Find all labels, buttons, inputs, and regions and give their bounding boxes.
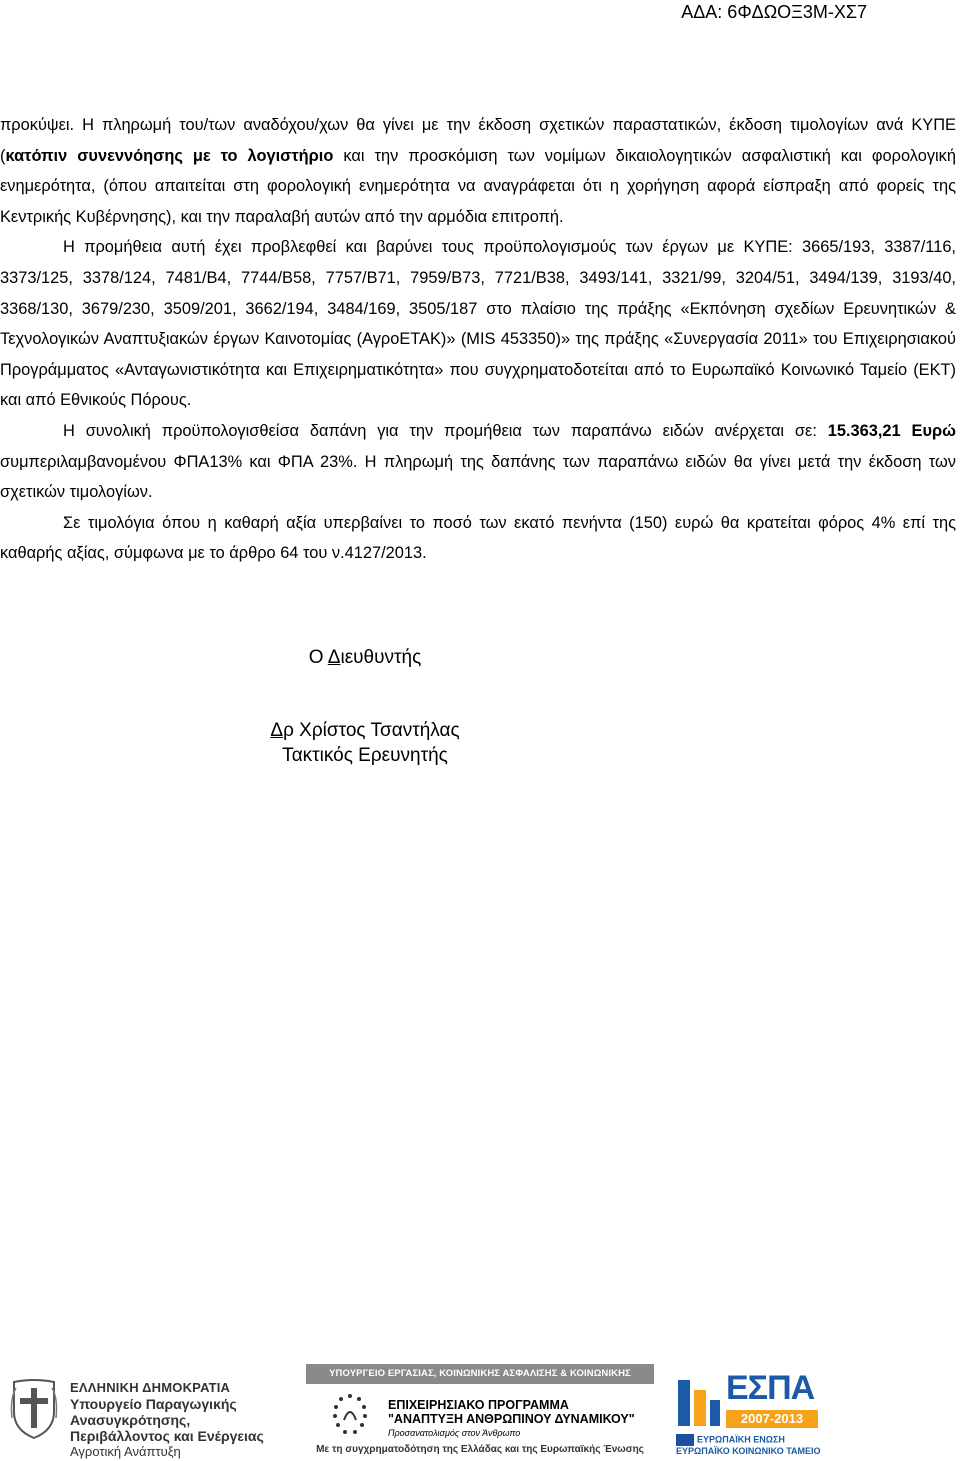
eu-line-2: ΕΥΡΩΠΑΪΚΟ ΚΟΙΝΩΝΙΚΟ ΤΑΜΕΙΟ xyxy=(676,1446,821,1456)
program-line-2: "ΑΝΑΠΤΥΞΗ ΑΝΘΡΩΠΙΝΟΥ ΔΥΝΑΜΙΚΟΥ" xyxy=(388,1412,635,1426)
ada-code: ΑΔΑ: 6ΦΔΩΟΞ3Μ-ΧΣ7 xyxy=(681,2,867,22)
espa-mark-icon xyxy=(676,1376,722,1430)
signature-role-prefix: Ο xyxy=(308,647,328,668)
signature-role xyxy=(240,646,490,670)
ministry-line-2: Περιβάλλοντος και Ενέργειας xyxy=(70,1428,264,1444)
greek-ministry-logo xyxy=(10,1370,300,1459)
labour-ministry-band: ΥΠΟΥΡΓΕΙΟ ΕΡΓΑΣΙΑΣ, ΚΟΙΝΩΝΙΚΗΣ ΑΣΦΑΛΙΣΗΣ & ΚΟΙΝΩΝΙΚΗΣ ΑΛΛΗΛΕΓΓΥΗΣ xyxy=(306,1364,654,1384)
funding-footer xyxy=(0,1358,960,1461)
espa-logo xyxy=(676,1364,821,1456)
signature-name-rest: ρ Χρίστος Τσαντήλας xyxy=(283,720,460,741)
greek-republic-label: ΕΛΛΗΝΙΚΗ ΔΗΜΟΚΡΑΤΙΑ xyxy=(70,1380,231,1395)
signature-name-initial: Δ xyxy=(270,720,284,741)
program-line-3: Προσανατολισμός στον Άνθρωπο xyxy=(388,1428,521,1438)
signature-role-initial: Δ xyxy=(327,647,341,668)
paragraph-tax: Σε τιμολόγια όπου η καθαρή αξία υπερβαίνει το ποσό των εκατό πενήντα (150) ευρώ θα κρατείται φόρος 4% επί της καθαρής αξίας, σύμφωνα με το άρθρο 64 του ν.4127/2013. xyxy=(0,513,956,563)
signature-title: Τακτικός Ερευνητής xyxy=(282,745,448,766)
ministry-text xyxy=(70,1380,305,1460)
paragraph-budget: Η προμήθεια αυτή έχει προβλεφθεί και βαρύνει τους προϋπολογισμούς των έργων με ΚΥΠΕ: 3665/193, 3387/116, 3373/125, 3378/124, 7481/Β4, 7744/Β58, 7757/Β71, 7959/Β73, 7721/Β38, 3493/141, 3321/99, 3204/51, 3494/139, 3193/40, 3368/130, 3679/230, 3509/201, 3662/194, 3484/169, 3505/187 στο πλαίσιο της πράξης «Εκπόνηση σχεδίων Ερευνητικών & Τεχνολογικών Αναπτυξιακών έργων Καινοτομίας (ΑγροΕΤΑΚ)» (MIS 453350)» της πράξης «Συνεργασία 2011» του Επιχειρησιακού Προγράμματος «Ανταγωνιστικότητα και Επιχειρηματικότητα» που συγχρηματοδοτείται από το Ευρωπαϊκό Κοινωνικό Ταμείο (ΕΚΤ) και από Εθνικούς Πόρους. xyxy=(0,238,956,410)
espa-years: 2007-2013 xyxy=(726,1410,818,1428)
eu-small-flag-icon xyxy=(676,1434,694,1446)
paragraph-total-text-2: συμπεριλαμβανομένου ΦΠΑ13% και ΦΠΑ 23%. Η πληρωμή της δαπάνης των παραπάνω ειδών θα γίνει μετά την έκδοση των σχετικών τιμολογίων. xyxy=(0,452,956,502)
paragraph-payment-bold: κατόπιν συνεννόησης με το λογιστήριο xyxy=(5,146,334,165)
eu-flag-icon xyxy=(330,1390,370,1440)
signature-name xyxy=(240,719,490,743)
paragraph-total-text-1: Η συνολική προϋπολογισθείσα δαπάνη για την προμήθεια των παραπάνω ειδών ανέρχεται σε: xyxy=(63,421,828,440)
total-amount: 15.363,21 Ευρώ xyxy=(827,421,956,440)
co-financing-note: Με τη συγχρηματοδότηση της Ελλάδας και της Ευρωπαϊκής Ένωσης xyxy=(316,1444,644,1455)
program-line-1: ΕΠΙΧΕΙΡΗΣΙΑΚΟ ΠΡΟΓΡΑΜΜΑ xyxy=(388,1398,569,1412)
eu-fund-label xyxy=(676,1434,821,1457)
ministry-line-3: Αγροτική Ανάπτυξη xyxy=(70,1444,181,1459)
paragraph-payment xyxy=(0,110,956,232)
ministry-line-1: Υπουργείο Παραγωγικής Ανασυγκρότησης, xyxy=(70,1396,237,1428)
greek-emblem-icon xyxy=(10,1378,58,1440)
paragraph-payment-text-2: και την προσκόμιση των νομίμων δικαιολογητικών ασφαλιστική και φορολογική ενημερότητα, (όπου απαιτείται στη φορολογική ενημερότητα να αναγράφεται ότι η χορήγηση αφορά είσπραξη από φορείς της Κεντρικής Κυβέρνησης), και την παραλαβή αυτών από την αρμόδια επιτροπή. xyxy=(0,146,956,226)
espa-word: ΕΣΠΑ xyxy=(726,1369,815,1407)
paragraph-payment-text-1: προκύψει. Η πληρωμή του/των αναδόχου/χων θα γίνει με την έκδοση σχετικών παραστατικών, έκδοση τιμολογίων ανά ΚΥΠΕ ( xyxy=(0,116,956,165)
paragraph-total-cost xyxy=(0,416,956,508)
document-body xyxy=(0,110,956,569)
signature-role-rest: ιευθυντής xyxy=(340,647,422,668)
eu-line-1: ΕΥΡΩΠΑΪΚΗ ΕΝΩΣΗ xyxy=(697,1434,785,1445)
operational-program-title xyxy=(388,1398,658,1440)
